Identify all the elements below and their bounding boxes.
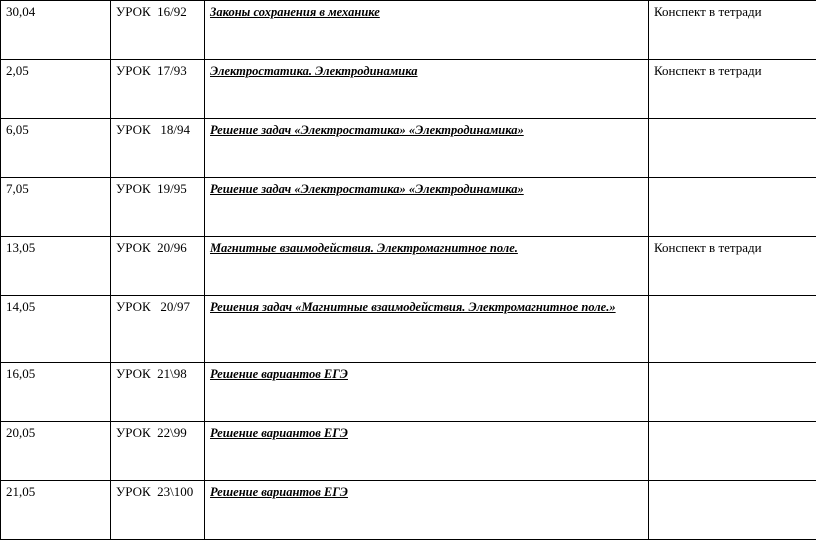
lesson-cell: УРОК 18/94 [111, 119, 205, 178]
topic-text: Решение задач «Электростатика» «Электродинамика» [210, 123, 524, 137]
lesson-cell: УРОК 16/92 [111, 1, 205, 60]
topic-text: Решения задач «Магнитные взаимодействия. Электромагнитное поле.» [210, 300, 616, 314]
note-cell [649, 119, 816, 178]
table-row [1, 363, 816, 422]
table-row [1, 481, 816, 540]
note-cell [649, 296, 816, 363]
topic-cell [205, 60, 649, 119]
date-cell: 6,05 [1, 119, 111, 178]
table-row [1, 60, 816, 119]
topic-text: Решение вариантов ЕГЭ [210, 426, 348, 440]
date-cell: 7,05 [1, 178, 111, 237]
table-row [1, 422, 816, 481]
date-cell: 21,05 [1, 481, 111, 540]
lesson-cell: УРОК 19/95 [111, 178, 205, 237]
topic-cell [205, 237, 649, 296]
table-row [1, 296, 816, 363]
topic-text: Электростатика. Электродинамика [210, 64, 418, 78]
date-cell: 30,04 [1, 1, 111, 60]
table-row [1, 119, 816, 178]
date-cell: 2,05 [1, 60, 111, 119]
topic-cell [205, 178, 649, 237]
topic-text: Решение вариантов ЕГЭ [210, 485, 348, 499]
note-cell [649, 363, 816, 422]
topic-cell [205, 481, 649, 540]
topic-cell [205, 119, 649, 178]
lesson-cell: УРОК 20/96 [111, 237, 205, 296]
topic-text: Законы сохранения в механике [210, 5, 380, 19]
date-cell: 13,05 [1, 237, 111, 296]
topic-cell [205, 422, 649, 481]
note-cell [649, 481, 816, 540]
topic-text: Решение вариантов ЕГЭ [210, 367, 348, 381]
table-row [1, 237, 816, 296]
topic-cell [205, 363, 649, 422]
topic-cell [205, 1, 649, 60]
lesson-cell: УРОК 21\98 [111, 363, 205, 422]
lesson-cell: УРОК 22\99 [111, 422, 205, 481]
note-cell [649, 178, 816, 237]
lesson-cell: УРОК 20/97 [111, 296, 205, 363]
table-row [1, 1, 816, 60]
date-cell: 20,05 [1, 422, 111, 481]
topic-cell [205, 296, 649, 363]
date-cell: 16,05 [1, 363, 111, 422]
lesson-cell: УРОК 17/93 [111, 60, 205, 119]
note-cell [649, 422, 816, 481]
lesson-cell: УРОК 23\100 [111, 481, 205, 540]
note-cell: Конспект в тетради [649, 1, 816, 60]
note-cell: Конспект в тетради [649, 60, 816, 119]
topic-text: Магнитные взаимодействия. Электромагнитное поле. [210, 241, 518, 255]
topic-text: Решение задач «Электростатика» «Электродинамика» [210, 182, 524, 196]
date-cell: 14,05 [1, 296, 111, 363]
table-row [1, 178, 816, 237]
note-cell: Конспект в тетради [649, 237, 816, 296]
